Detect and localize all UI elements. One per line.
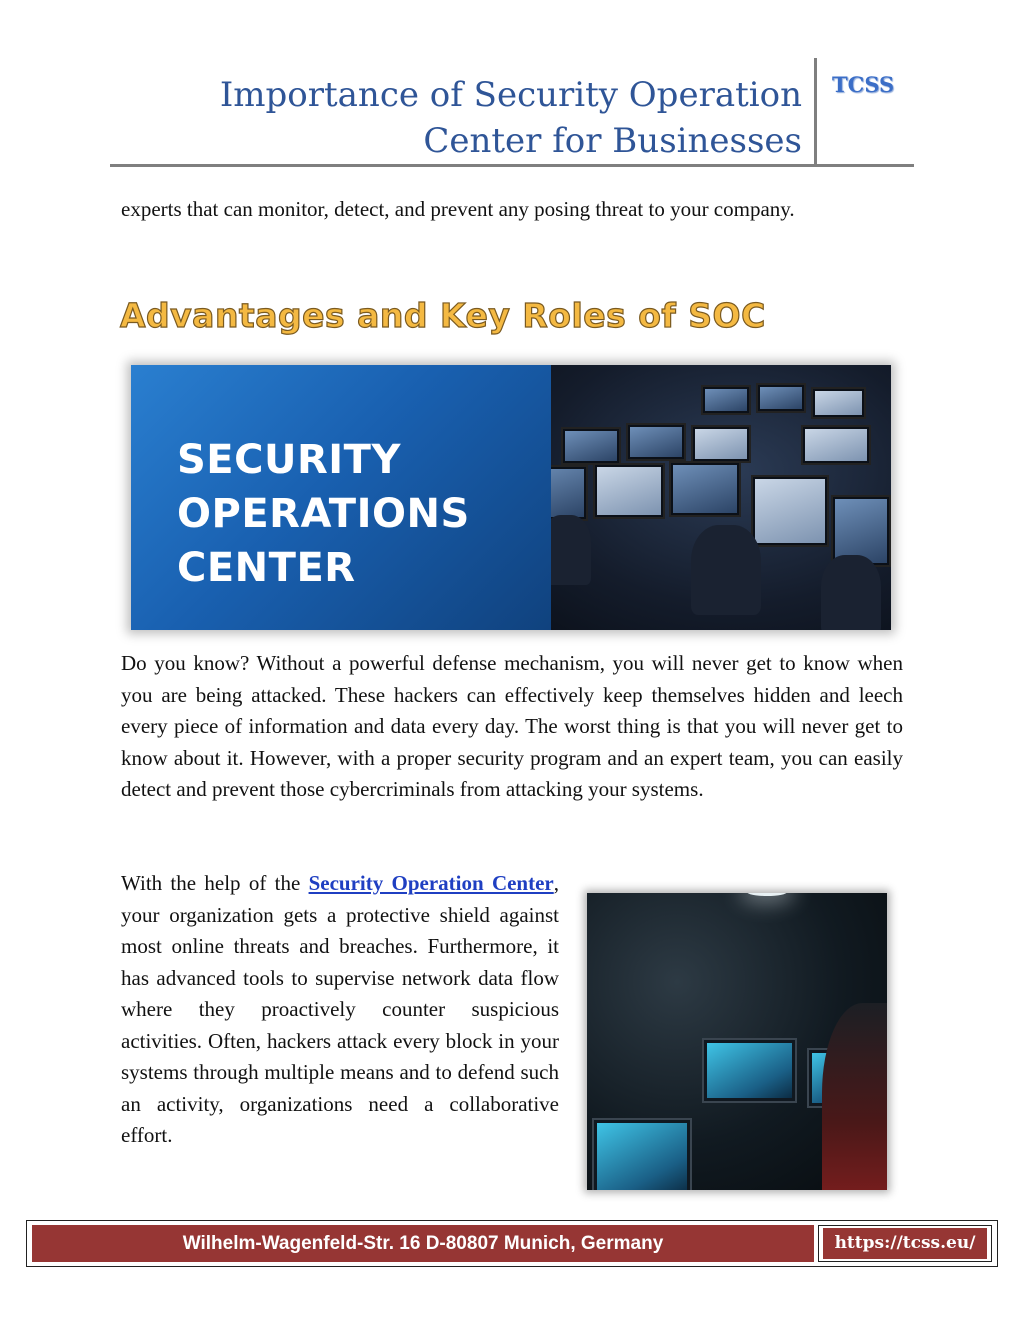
hacker-figure [822, 1003, 887, 1190]
section-heading: Advantages and Key Roles of SOC [120, 296, 766, 335]
soc-paragraph [121, 868, 559, 1152]
control-room-photo [501, 365, 891, 630]
banner-text [177, 433, 470, 595]
banner-line-2: OPERATIONS [177, 491, 470, 537]
hacker-laptop-image [587, 893, 887, 1190]
footer-address: Wilhelm-Wagenfeld-Str. 16 D-80807 Munich, Germany [32, 1225, 814, 1262]
laptop-screen [702, 1038, 797, 1103]
banner-line-3: CENTER [177, 545, 356, 591]
tcss-logo: TCSS [832, 72, 895, 97]
header-rule [110, 164, 914, 167]
defense-paragraph: Do you know? Without a powerful defense mechanism, you will never get to know when you are being attacked. These hackers can effectively keep themselves hidden and leech every piece of information and data every day. The worst thing is that you will never get to know about it. However, with a proper security program and an expert team, you can easily detect and prevent those cybercriminals from attacking your systems. [121, 651, 903, 801]
foreground-laptop [592, 1118, 692, 1190]
footer-url-box [818, 1225, 992, 1262]
ceiling-lamp [747, 893, 787, 896]
title-line-1: Importance of Security Operation [219, 75, 802, 115]
footer-url[interactable]: https://tcss.eu/ [823, 1228, 987, 1259]
title-line-2: Center for Businesses [423, 121, 802, 161]
page-footer [26, 1220, 998, 1267]
soc-paragraph-start: With the help of the [121, 871, 309, 895]
intro-paragraph: experts that can monitor, detect, and prevent any posing threat to your company. [121, 197, 795, 221]
document-title [162, 72, 802, 164]
page-header [110, 58, 914, 168]
header-divider [814, 58, 817, 166]
banner-line-1: SECURITY [177, 437, 401, 483]
soc-paragraph-end: , your organization gets a protective shield against most online threats and breaches. Furthermore, it has advanced tools to supervise network data flow where they proactively counter suspicious activities. Often, hackers attack every block in your systems through multiple means and to defend such an activity, organizations need a collaborative effort. [121, 871, 559, 1147]
soc-banner-image [131, 365, 891, 630]
security-operation-center-link[interactable]: Security Operation Center [308, 871, 554, 895]
